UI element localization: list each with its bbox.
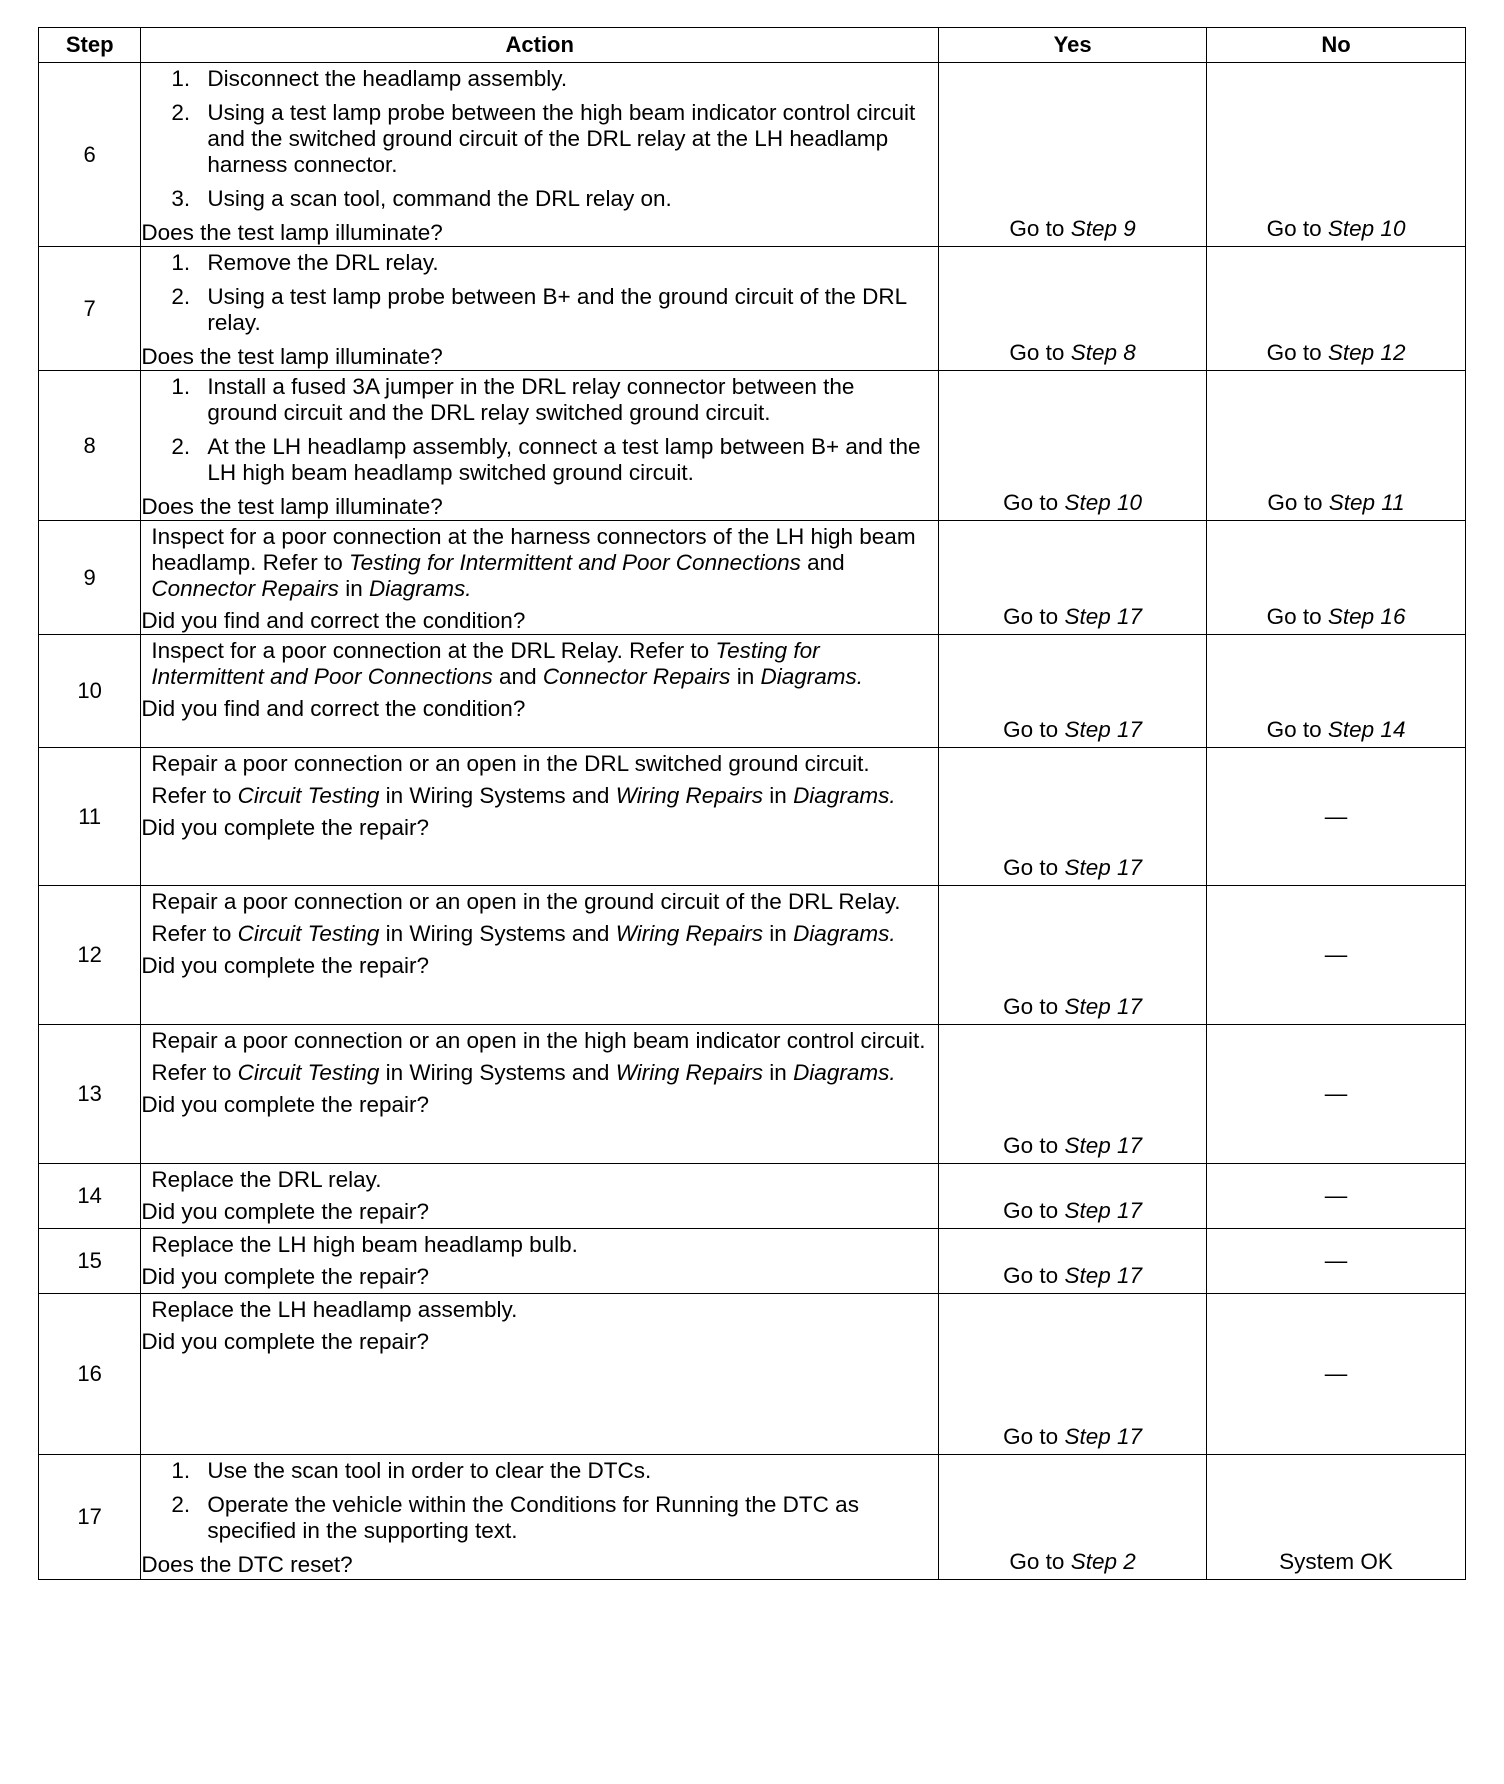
action-text-segment: in xyxy=(763,921,794,946)
step-number: 9 xyxy=(39,521,141,635)
action-question: Did you complete the repair? xyxy=(141,1264,429,1289)
yes-cell xyxy=(939,1294,1207,1455)
action-step-item xyxy=(151,186,926,212)
no-cell xyxy=(1207,247,1466,371)
yes-result xyxy=(939,855,1206,881)
header-no: No xyxy=(1207,28,1466,63)
action-question: Did you complete the repair? xyxy=(141,815,429,840)
action-step-number: 2. xyxy=(171,284,191,309)
action-step-number: 2. xyxy=(171,434,191,459)
action-steps-list xyxy=(151,1458,926,1544)
action-step-number: 1. xyxy=(171,374,191,399)
action-text-segment: Refer to xyxy=(151,783,238,808)
action-cell xyxy=(141,1025,939,1164)
header-action: Action xyxy=(141,28,939,63)
action-step-item xyxy=(151,374,926,426)
goto-step-link[interactable]: Step 17 xyxy=(1064,717,1143,742)
action-cell xyxy=(141,1164,939,1229)
goto-prefix: Go to xyxy=(1003,1424,1065,1449)
action-step-item xyxy=(151,434,926,486)
goto-step-link[interactable]: Step 16 xyxy=(1327,604,1406,629)
no-cell xyxy=(1207,1229,1466,1294)
yes-cell xyxy=(939,1455,1207,1580)
action-step-text: Using a test lamp probe between the high beam indicator control circuit and the switched ground circuit of the DRL relay at the LH headlamp harness connector. xyxy=(207,100,916,177)
yes-result xyxy=(939,1133,1206,1159)
yes-result xyxy=(939,1198,1206,1224)
no-cell xyxy=(1207,748,1466,886)
action-text xyxy=(141,635,938,690)
goto-step-link[interactable]: Step 8 xyxy=(1070,340,1136,365)
table-row xyxy=(39,1455,1466,1580)
action-step-item xyxy=(151,1492,926,1544)
action-paragraph xyxy=(151,783,926,809)
goto-prefix: Go to xyxy=(1009,340,1071,365)
action-question: Does the test lamp illuminate? xyxy=(141,344,443,369)
action-paragraph xyxy=(151,524,926,602)
goto-prefix: Go to xyxy=(1009,216,1071,241)
goto-prefix: Go to xyxy=(1009,1549,1071,1574)
goto-prefix: Go to xyxy=(1003,490,1065,515)
step-number: 15 xyxy=(39,1229,141,1294)
yes-result xyxy=(939,1263,1206,1289)
table-row xyxy=(39,1229,1466,1294)
no-result xyxy=(1207,216,1465,242)
action-paragraph xyxy=(151,1028,926,1054)
goto-step-link[interactable]: Step 11 xyxy=(1328,490,1405,515)
action-text xyxy=(141,748,938,809)
action-question: Does the DTC reset? xyxy=(141,1552,353,1577)
yes-result xyxy=(939,604,1206,630)
no-cell xyxy=(1207,371,1466,521)
goto-step-link[interactable]: Step 10 xyxy=(1327,216,1406,241)
action-text-segment: Refer to xyxy=(151,921,238,946)
no-result-dash: — xyxy=(1324,803,1348,829)
action-text-segment: Inspect for a poor connection at the harness connectors of the LH high beam headlamp. Refer to xyxy=(151,524,916,575)
action-question: Does the test lamp illuminate? xyxy=(141,494,443,519)
no-cell xyxy=(1207,1455,1466,1580)
action-step-text: Operate the vehicle within the Conditions for Running the DTC as specified in the supporting text. xyxy=(207,1492,859,1543)
goto-step-link[interactable]: Step 14 xyxy=(1327,717,1406,742)
yes-result xyxy=(939,1424,1206,1450)
action-step-text: Use the scan tool in order to clear the DTCs. xyxy=(207,1458,652,1483)
goto-prefix: Go to xyxy=(1003,1133,1065,1158)
action-text-segment: in xyxy=(763,1060,794,1085)
action-text xyxy=(141,521,938,602)
no-result-dash: — xyxy=(1324,942,1348,967)
goto-step-link[interactable]: Step 9 xyxy=(1070,216,1136,241)
goto-step-link[interactable]: Step 2 xyxy=(1070,1549,1136,1574)
action-text-segment: in Wiring Systems and xyxy=(379,921,616,946)
action-text-segment: Repair a poor connection or an open in the high beam indicator control circuit. xyxy=(151,1028,926,1053)
action-paragraph xyxy=(151,889,926,915)
action-step-number: 1. xyxy=(171,66,191,91)
action-step-item xyxy=(151,284,926,336)
yes-cell xyxy=(939,635,1207,748)
step-number: 11 xyxy=(39,748,141,886)
table-header-row xyxy=(39,28,1466,63)
header-yes: Yes xyxy=(939,28,1207,63)
action-question: Did you complete the repair? xyxy=(141,1092,429,1117)
reference-title: Circuit Testing xyxy=(237,921,380,946)
action-text xyxy=(141,247,938,336)
step-number: 17 xyxy=(39,1455,141,1580)
step-number: 13 xyxy=(39,1025,141,1164)
yes-cell xyxy=(939,886,1207,1025)
goto-step-link[interactable]: Step 17 xyxy=(1064,1133,1143,1158)
step-number: 7 xyxy=(39,247,141,371)
table-row xyxy=(39,521,1466,635)
action-question: Did you complete the repair? xyxy=(141,1199,429,1224)
action-question: Did you complete the repair? xyxy=(141,953,429,978)
action-question: Did you find and correct the condition? xyxy=(141,696,526,721)
no-cell xyxy=(1207,1025,1466,1164)
action-text xyxy=(141,886,938,947)
action-text-segment: in Wiring Systems and xyxy=(379,1060,616,1085)
action-paragraph xyxy=(151,1232,926,1258)
action-step-text: Disconnect the headlamp assembly. xyxy=(207,66,568,91)
action-step-item xyxy=(151,100,926,178)
action-text xyxy=(141,371,938,486)
table-row xyxy=(39,63,1466,247)
yes-result xyxy=(939,994,1206,1020)
reference-title: Connector Repairs xyxy=(542,664,731,689)
reference-title: Testing for Intermittent and Poor Connections xyxy=(348,550,801,575)
diagnostic-table xyxy=(38,27,1466,1580)
goto-prefix: Go to xyxy=(1003,717,1065,742)
table-body xyxy=(39,63,1466,1580)
action-steps-list xyxy=(151,374,926,486)
table-row xyxy=(39,886,1466,1025)
reference-title: Testing for Intermittent and Poor Connections xyxy=(151,638,820,689)
goto-step-link[interactable]: Step 17 xyxy=(1064,604,1143,629)
yes-cell xyxy=(939,63,1207,247)
action-text-segment: Repair a poor connection or an open in the DRL switched ground circuit. xyxy=(151,751,870,776)
action-text-segment: Replace the LH headlamp assembly. xyxy=(151,1297,518,1322)
reference-title: Wiring Repairs xyxy=(615,921,764,946)
goto-prefix: Go to xyxy=(1003,994,1065,1019)
no-cell xyxy=(1207,886,1466,1025)
action-cell xyxy=(141,247,939,371)
reference-title: Diagrams. xyxy=(793,783,896,808)
action-text xyxy=(141,63,938,212)
reference-title: Diagrams. xyxy=(793,921,896,946)
yes-cell xyxy=(939,1229,1207,1294)
action-text xyxy=(141,1164,938,1193)
reference-title: Diagrams. xyxy=(760,664,863,689)
reference-title: Diagrams. xyxy=(368,576,472,601)
action-text-segment: in xyxy=(730,664,761,689)
yes-cell xyxy=(939,371,1207,521)
yes-result xyxy=(939,1549,1206,1575)
action-cell xyxy=(141,1455,939,1580)
action-cell xyxy=(141,1229,939,1294)
action-cell xyxy=(141,63,939,247)
action-text-segment: in xyxy=(338,576,369,601)
yes-cell xyxy=(939,748,1207,886)
action-step-text: Using a test lamp probe between B+ and the ground circuit of the DRL relay. xyxy=(207,284,907,335)
action-step-text: At the LH headlamp assembly, connect a test lamp between B+ and the LH high beam headlamp switched ground circuit. xyxy=(207,434,921,485)
goto-step-link[interactable]: Step 17 xyxy=(1064,1424,1143,1449)
table-row xyxy=(39,1025,1466,1164)
no-result xyxy=(1207,717,1465,743)
goto-prefix: Go to xyxy=(1003,1198,1065,1223)
yes-result xyxy=(939,216,1206,242)
action-text-segment: Inspect for a poor connection at the DRL Relay. Refer to xyxy=(151,638,716,663)
reference-title: Wiring Repairs xyxy=(615,1060,764,1085)
action-text xyxy=(141,1455,938,1544)
action-question: Did you complete the repair? xyxy=(141,1329,429,1354)
yes-cell xyxy=(939,1025,1207,1164)
reference-title: Circuit Testing xyxy=(237,783,380,808)
step-number: 14 xyxy=(39,1164,141,1229)
step-number: 6 xyxy=(39,63,141,247)
goto-prefix: Go to xyxy=(1266,604,1328,629)
action-paragraph xyxy=(151,638,926,690)
no-result: System OK xyxy=(1279,1549,1393,1574)
action-question: Did you find and correct the condition? xyxy=(141,608,526,633)
table-row xyxy=(39,748,1466,886)
yes-result xyxy=(939,340,1206,366)
no-cell xyxy=(1207,521,1466,635)
action-step-text: Install a fused 3A jumper in the DRL relay connector between the ground circuit and the DRL relay switched ground circuit. xyxy=(207,374,855,425)
goto-step-link[interactable]: Step 17 xyxy=(1064,1263,1143,1288)
action-cell xyxy=(141,748,939,886)
goto-prefix: Go to xyxy=(1003,604,1065,629)
action-step-text: Using a scan tool, command the DRL relay on. xyxy=(207,186,672,211)
goto-prefix: Go to xyxy=(1266,340,1328,365)
table-row xyxy=(39,247,1466,371)
action-text xyxy=(141,1025,938,1086)
header-step: Step xyxy=(39,28,141,63)
yes-result xyxy=(939,717,1206,743)
table-row xyxy=(39,1294,1466,1455)
step-number: 12 xyxy=(39,886,141,1025)
action-text xyxy=(141,1229,938,1258)
action-step-number: 3. xyxy=(171,186,191,211)
action-step-item xyxy=(151,1458,926,1484)
action-step-number: 2. xyxy=(171,1492,191,1517)
action-text-segment: and xyxy=(492,664,543,689)
yes-result xyxy=(939,490,1206,516)
no-cell xyxy=(1207,635,1466,748)
goto-prefix: Go to xyxy=(1267,490,1329,515)
action-steps-list xyxy=(151,250,926,336)
action-paragraph xyxy=(151,1167,926,1193)
action-step-number: 1. xyxy=(171,1458,191,1483)
action-paragraph xyxy=(151,1297,926,1323)
action-step-number: 2. xyxy=(171,100,191,125)
action-step-item xyxy=(151,66,926,92)
no-result-dash: — xyxy=(1324,1081,1348,1106)
action-text-segment: and xyxy=(800,550,845,575)
no-cell xyxy=(1207,1294,1466,1455)
action-cell xyxy=(141,521,939,635)
step-number: 16 xyxy=(39,1294,141,1455)
action-text-segment: Replace the DRL relay. xyxy=(151,1167,382,1192)
action-text xyxy=(141,1294,938,1323)
action-question: Does the test lamp illuminate? xyxy=(141,220,443,245)
no-result-dash: — xyxy=(1324,1183,1348,1208)
step-number: 8 xyxy=(39,371,141,521)
action-text-segment: in Wiring Systems and xyxy=(379,783,616,808)
action-text-segment: in xyxy=(763,783,794,808)
no-result-dash: — xyxy=(1324,1361,1348,1386)
action-paragraph xyxy=(151,1060,926,1086)
action-text-segment: Replace the LH high beam headlamp bulb. xyxy=(151,1232,578,1257)
yes-cell xyxy=(939,1164,1207,1229)
reference-title: Connector Repairs xyxy=(151,576,339,601)
reference-title: Circuit Testing xyxy=(237,1060,380,1085)
yes-cell xyxy=(939,521,1207,635)
goto-prefix: Go to xyxy=(1266,717,1328,742)
action-cell xyxy=(141,1294,939,1455)
no-result xyxy=(1207,340,1465,366)
action-cell xyxy=(141,635,939,748)
action-step-text: Remove the DRL relay. xyxy=(207,250,439,275)
reference-title: Diagrams. xyxy=(793,1060,896,1085)
goto-prefix: Go to xyxy=(1266,216,1328,241)
action-cell xyxy=(141,886,939,1025)
table-row xyxy=(39,635,1466,748)
action-step-item xyxy=(151,250,926,276)
no-result xyxy=(1207,490,1465,516)
action-text-segment: Refer to xyxy=(151,1060,238,1085)
no-result-dash: — xyxy=(1324,1248,1348,1273)
goto-step-link[interactable]: Step 10 xyxy=(1064,490,1143,515)
table-row xyxy=(39,1164,1466,1229)
goto-prefix: Go to xyxy=(1003,855,1065,880)
action-paragraph xyxy=(151,921,926,947)
no-cell xyxy=(1207,63,1466,247)
goto-step-link[interactable]: Step 12 xyxy=(1327,340,1406,365)
action-paragraph xyxy=(151,751,926,777)
action-step-number: 1. xyxy=(171,250,191,275)
reference-title: Wiring Repairs xyxy=(615,783,764,808)
step-number: 10 xyxy=(39,635,141,748)
goto-step-link[interactable]: Step 17 xyxy=(1064,1198,1143,1223)
no-cell xyxy=(1207,1164,1466,1229)
goto-step-link[interactable]: Step 17 xyxy=(1064,855,1143,880)
action-cell xyxy=(141,371,939,521)
goto-step-link[interactable]: Step 17 xyxy=(1064,994,1143,1019)
table-row xyxy=(39,371,1466,521)
action-text-segment: Repair a poor connection or an open in the ground circuit of the DRL Relay. xyxy=(151,889,901,914)
yes-cell xyxy=(939,247,1207,371)
action-steps-list xyxy=(151,66,926,212)
goto-prefix: Go to xyxy=(1003,1263,1065,1288)
no-result xyxy=(1207,604,1465,630)
